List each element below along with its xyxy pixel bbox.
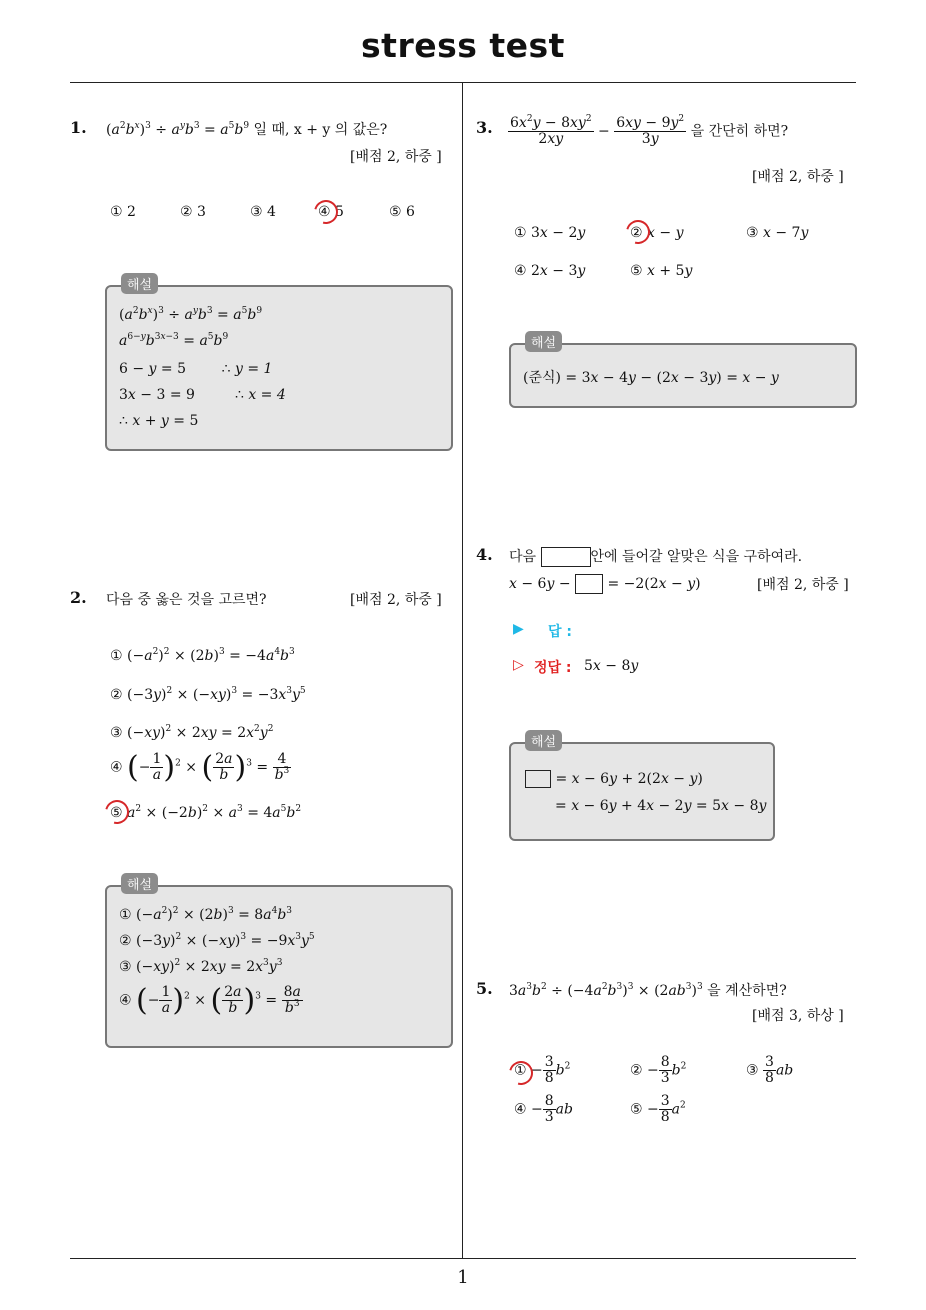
- q1-option-4[interactable]: ④ 5: [318, 204, 344, 220]
- solution-tag: 해설: [525, 730, 562, 751]
- solution-prefix: (준식): [523, 370, 561, 386]
- solution-line: ② $(-3y)^2 \times (-xy)^3 = -9x^3y^5$: [119, 932, 315, 949]
- q2-option-2[interactable]: ② $(-3y)^2 \times (-xy)^3 = -3x^3y^5$: [110, 686, 306, 703]
- solution-line: 3x − 3 = 9 ∴ x = 4: [119, 387, 286, 403]
- answer-circle-mark: [101, 796, 134, 829]
- question-4-text-b: 안에 들어갈 알맞은 식을 구하여라.: [590, 549, 803, 565]
- question-5-number: 5.: [476, 979, 493, 998]
- q5-option-1[interactable]: ① − $\frac{3}{8}$ $b^2$: [514, 1054, 571, 1086]
- q5-option-5[interactable]: ⑤ − $\frac{3}{8}$ $a^2$: [630, 1093, 686, 1125]
- solution-line: ③ $(-xy)^2 \times 2xy = 2x^3y^3$: [119, 958, 283, 975]
- header-rule: [70, 82, 856, 83]
- q3-option-5[interactable]: ⑤ x + 5y: [630, 263, 693, 279]
- solution-tag: 해설: [121, 273, 158, 294]
- question-1-number: 1.: [70, 118, 87, 137]
- q2-option-4[interactable]: ④ (− $\frac{1}{a}$ )$^2$ × ( $\frac{2a}{b}$ )$^3$ = $\frac{4}{b^3}$: [110, 750, 290, 785]
- page-title: stress test: [361, 26, 565, 65]
- question-2-text: 다음 중 옳은 것을 고르면?: [106, 592, 267, 608]
- q1-solution-box: [105, 278, 453, 451]
- solution-line: ① $(-a^2)^2 \times (2b)^3 = 8a^4b^3$: [119, 906, 293, 923]
- question-1-tail: 일 때, x + y 의 값은?: [253, 122, 388, 138]
- solution-line: ∴ x + y = 5: [119, 413, 199, 429]
- solution-line: $(a^2b^x)^3 \div a^yb^3 = a^5b^9$: [119, 306, 263, 323]
- q1-option-2[interactable]: ② 3: [180, 204, 206, 220]
- footer-rule: [70, 1258, 856, 1259]
- answer-arrow-icon: ▶: [513, 621, 524, 637]
- blank-box[interactable]: [575, 574, 603, 594]
- question-5-score: [배점 3, 하상 ]: [752, 1008, 844, 1024]
- q4-solution-box: [509, 735, 775, 841]
- question-2-number: 2.: [70, 588, 87, 607]
- solution-result: y = 1: [234, 361, 273, 377]
- blank-box: [525, 770, 551, 788]
- q3-option-3[interactable]: ③ x − 7y: [746, 225, 809, 241]
- question-4-text: [509, 546, 802, 567]
- question-5-tail: 을 계산하면?: [707, 983, 787, 999]
- question-2-score: [배점 2, 하중 ]: [350, 592, 442, 608]
- q3-solution-box: [509, 336, 857, 408]
- question-3-tail: 을 간단히 하면?: [690, 123, 789, 140]
- solution-result: x = 4: [248, 387, 286, 403]
- question-3-number: 3.: [476, 118, 493, 137]
- answer-label: 답 :: [548, 624, 572, 640]
- question-4-number: 4.: [476, 545, 493, 564]
- q5-option-2[interactable]: ② − $\frac{8}{3}$ $b^2$: [630, 1054, 687, 1086]
- question-4-equation: x − 6y − = −2(2x − y): [509, 576, 701, 592]
- solution-line: 6 − y = 5 ∴ y = 1: [119, 361, 273, 377]
- solution-tag: 해설: [525, 331, 562, 352]
- q3-option-4[interactable]: ④ 2x − 3y: [514, 263, 586, 279]
- q2-solution-box: [105, 878, 453, 1048]
- solution-line: = x − 6y + 4x − 2y = 5x − 8y: [555, 798, 767, 814]
- column-divider: [462, 83, 463, 1259]
- q5-option-3[interactable]: ③ $\frac{3}{8}$ ab: [746, 1054, 794, 1086]
- q2-option-3[interactable]: ③ $(-xy)^2 \times 2xy = 2x^2y^2$: [110, 724, 274, 741]
- answer-circle-mark: [622, 216, 655, 249]
- question-4-score: [배점 2, 하중 ]: [757, 577, 849, 593]
- blank-box: [541, 547, 591, 567]
- question-1-text: $(a^2b^x)^3 \div a^yb^3 = a^5b^9$ 일 때, x + y 의 값은?: [106, 121, 388, 138]
- q3-option-1[interactable]: ① 3x − 2y: [514, 225, 586, 241]
- correct-answer-value: 5x − 8y: [584, 658, 639, 674]
- q2-option-5[interactable]: ⑤ $a^2 \times (-2b)^2 \times a^3 = 4a^5b^2$: [110, 804, 302, 821]
- question-3-score: [배점 2, 하중 ]: [752, 169, 844, 185]
- q5-option-4[interactable]: ④ − $\frac{8}{3}$ ab: [514, 1093, 573, 1125]
- question-1-score: [배점 2, 하중 ]: [350, 149, 442, 165]
- q1-option-1[interactable]: ① 2: [110, 204, 136, 220]
- page-number: 1: [457, 1267, 469, 1288]
- q1-option-5[interactable]: ⑤ 6: [389, 204, 415, 220]
- q3-option-2[interactable]: ② x − y: [630, 225, 684, 241]
- solution-line: (준식) = 3x − 4y − (2x − 3y) = x − y: [523, 370, 779, 386]
- question-5-text: $3a^3b^2 \div (-4a^2b^3)^3 \times (2ab^3)^3$ 을 계산하면?: [509, 982, 787, 999]
- correct-arrow-icon: ▷: [513, 657, 524, 673]
- correct-label: 정답 :: [534, 660, 572, 676]
- solution-line: = x − 6y + 2(2x − y): [525, 770, 703, 788]
- question-3-text: $\frac{6x^2y - 8xy^2}{2xy}$ − $\frac{6xy - 9y^2}{3y}$ 을 간단히 하면?: [510, 114, 789, 147]
- question-4-text-a: 다음: [509, 549, 537, 565]
- solution-line: ④ (− $\frac{1}{a}$ )$^2$ × ( $\frac{2a}{b}$ )$^3$ = $\frac{8a}{b^3}$: [119, 983, 301, 1018]
- q2-option-1[interactable]: ① $(-a^2)^2 \times (2b)^3 = -4a^4b^3$: [110, 647, 295, 664]
- answer-circle-mark: [310, 196, 343, 229]
- solution-tag: 해설: [121, 873, 158, 894]
- solution-line: $a^{6-y}b^{3x-3} = a^5b^9$: [119, 332, 229, 349]
- q1-option-3[interactable]: ③ 4: [250, 204, 276, 220]
